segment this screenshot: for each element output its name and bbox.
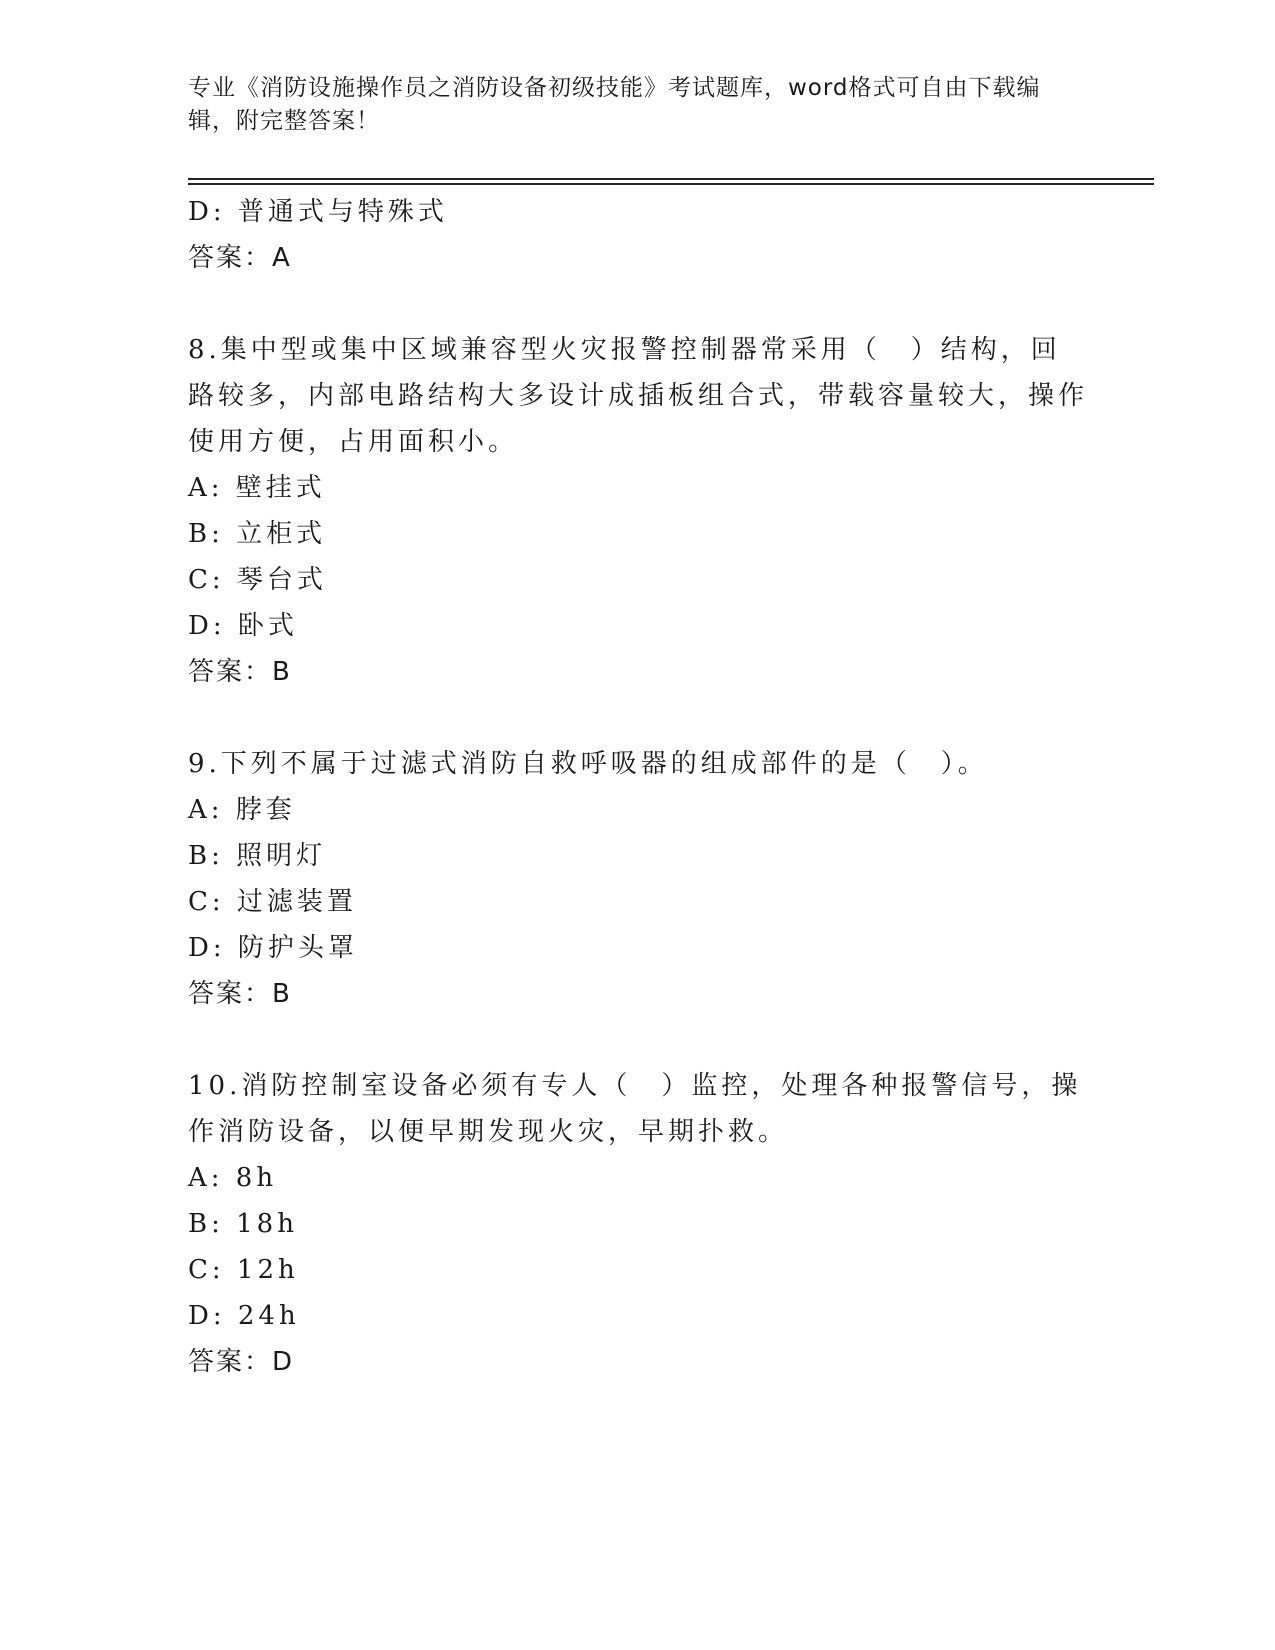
option-d: D: 24h xyxy=(188,1301,300,1331)
header-divider-bottom xyxy=(188,183,1154,185)
answer: 答案：D xyxy=(188,1347,295,1377)
question-list xyxy=(188,189,1088,1385)
option-b: B: 照明灯 xyxy=(188,841,327,871)
option-b: B: 立柜式 xyxy=(188,519,327,549)
option-b: B: 18h xyxy=(188,1209,298,1239)
question-10 xyxy=(188,1063,1088,1385)
answer: 答案：B xyxy=(188,979,292,1009)
option-d: D: 防护头罩 xyxy=(188,933,358,963)
option-c: C: 过滤装置 xyxy=(188,887,357,917)
question-9 xyxy=(188,741,1088,1017)
option-c: C: 12h xyxy=(188,1255,299,1285)
question-stem: 9.下列不属于过滤式消防自救呼吸器的组成部件的是（ ）。 xyxy=(188,749,988,779)
document-header: 专业《消防设施操作员之消防设备初级技能》考试题库，word格式可自由下载编辑，附完整答案！ xyxy=(188,75,1041,134)
header-divider-top xyxy=(188,178,1154,180)
option-a: A: 8h xyxy=(188,1163,278,1193)
question-stem: 10.消防控制室设备必须有专人（ ）监控，处理各种报警信号，操作消防设备，以便早期发现火灾，早期扑救。 xyxy=(188,1071,1082,1147)
option-d: D: 卧式 xyxy=(188,611,298,641)
question-stem: 8.集中型或集中区域兼容型火灾报警控制器常采用（ ）结构，回路较多，内部电路结构大多设计成插板组合式，带载容量较大，操作使用方便，占用面积小。 xyxy=(188,335,1089,457)
option-d-previous: D: 普通式与特殊式 xyxy=(188,197,448,227)
answer-previous: 答案：A xyxy=(188,243,292,273)
option-a: A: 壁挂式 xyxy=(188,473,326,503)
spacer xyxy=(188,1017,1088,1063)
option-a: A: 脖套 xyxy=(188,795,296,825)
spacer xyxy=(188,695,1088,741)
option-c: C: 琴台式 xyxy=(188,565,327,595)
answer: 答案：B xyxy=(188,657,292,687)
question-8 xyxy=(188,327,1088,695)
spacer xyxy=(188,281,1088,327)
